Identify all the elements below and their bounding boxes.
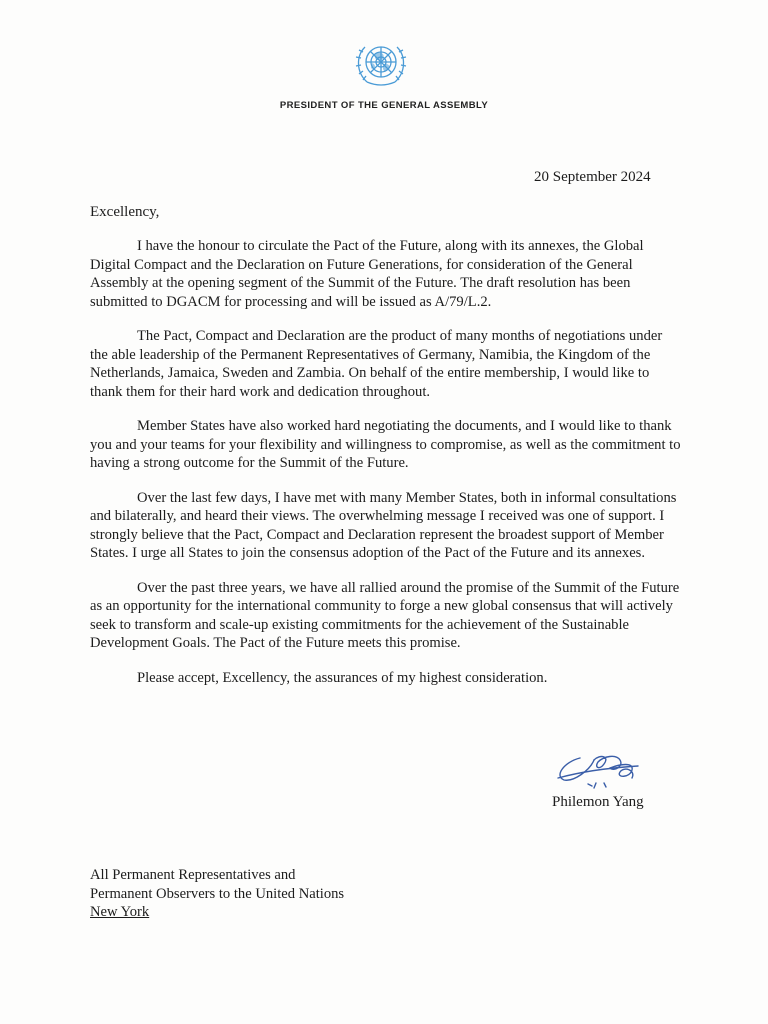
handwritten-signature-icon <box>550 748 646 800</box>
paragraph: Member States have also worked hard negotiating the documents, and I would like to thank you and your teams for your flexibility and willingness to compromise, as well as the commitment to having a strong outcome for the Summit of the Future. <box>90 418 681 471</box>
paragraph: Over the last few days, I have met with many Member States, both in informal consultations and bilaterally, and heard their views. The overwhelming message I received was one of support. I strongly believe that the Pact, Compact and Declaration represent the broadest support of Member States. I urge all States to join the consensus adoption of the Pact of the Future and its annexes. <box>90 489 677 561</box>
letter-date: 20 September 2024 <box>534 169 651 185</box>
addressee-block <box>90 866 344 922</box>
salutation: Excellency, <box>90 204 160 220</box>
addressee-line: Permanent Observers to the United Nations <box>90 885 345 902</box>
addressee-city: New York <box>90 904 150 920</box>
letter-body <box>90 237 682 703</box>
signatory-name: Philemon Yang <box>552 794 644 810</box>
letterhead-title: PRESIDENT OF THE GENERAL ASSEMBLY <box>279 100 489 111</box>
addressee-line: All Permanent Representatives and <box>90 867 296 883</box>
united-nations-emblem-icon <box>353 38 409 90</box>
closing-paragraph: Please accept, Excellency, the assurances of my highest consideration. <box>137 669 548 686</box>
paragraph: The Pact, Compact and Declaration are the product of many months of negotiations under the able leadership of the Permanent Representatives of Germany, Namibia, the Kingdom of the Netherlands, Jamaica, Sweden and Zambia. On behalf of the entire membership, I would like to thank them for their hard work and dedication throughout. <box>90 328 663 400</box>
paragraph: Over the past three years, we have all rallied around the promise of the Summit of the Future as an opportunity for the international community to forge a new global consensus that will actively seek to transform and scale-up existing commitments for the achievement of the Sustainable Development Goals. The Pact of the Future meets this promise. <box>90 579 680 651</box>
paragraph: I have the honour to circulate the Pact of the Future, along with its annexes, the Global Digital Compact and the Declaration on Future Generations, for consideration of the General Assembly at the opening segment of the Summit of the Future. The draft resolution has been submitted to DGACM for processing and will be issued as A/79/L.2. <box>90 238 644 310</box>
